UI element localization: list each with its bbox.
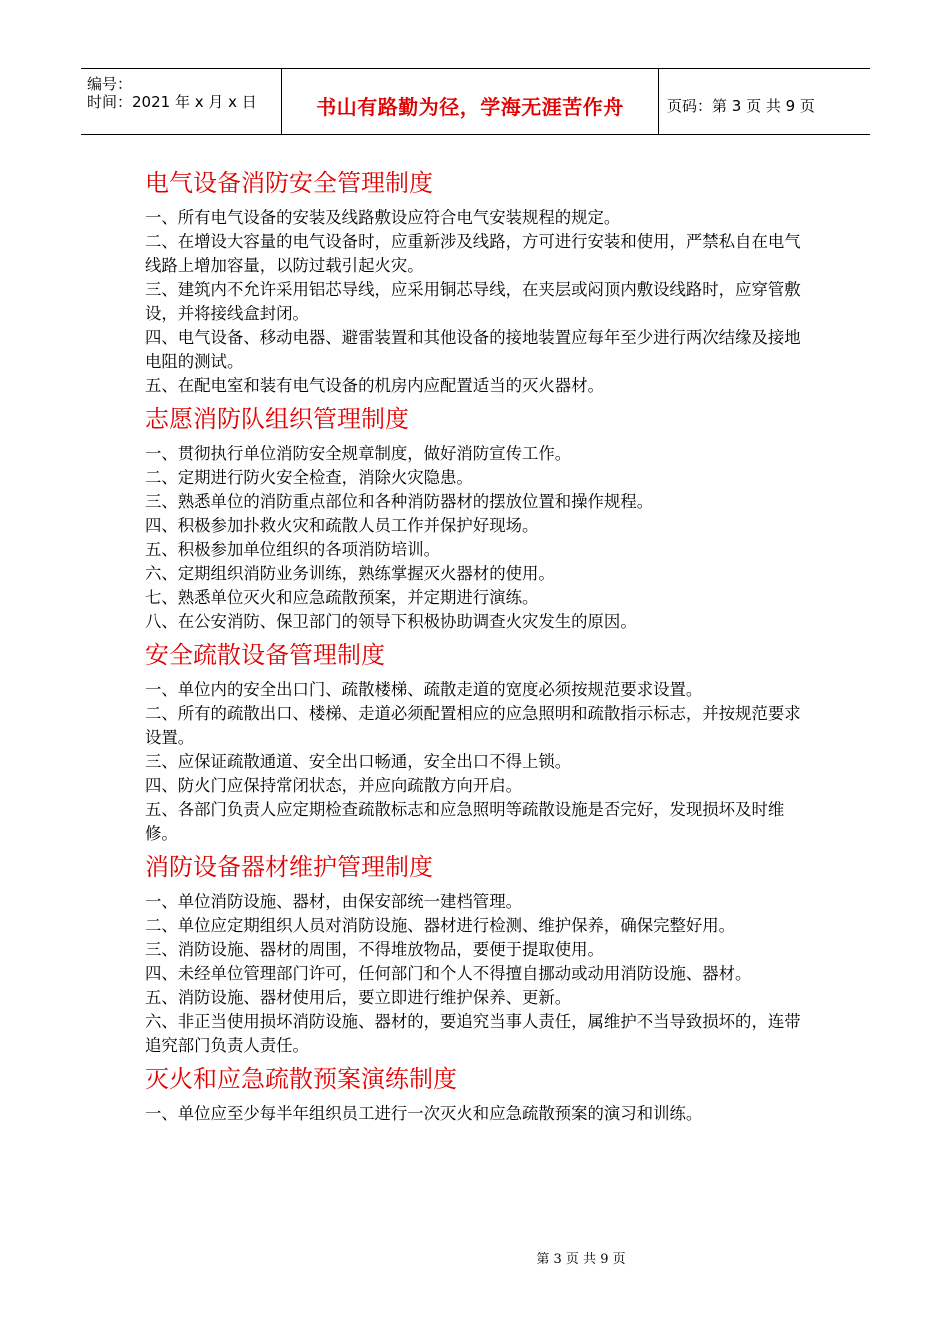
regulation-item: 二、单位应定期组织人员对消防设施、器材进行检测、维护保养，确保完整好用。 <box>145 916 736 935</box>
regulation-item: 四、电气设备、移动电器、避雷装置和其他设备的接地装置应每年至少进行两次结缘及接地电阻的测试。 <box>145 328 801 371</box>
regulation-item: 五、积极参加单位组织的各项消防培训。 <box>145 540 441 559</box>
regulation-item: 三、应保证疏散通道、安全出口畅通，安全出口不得上锁。 <box>145 752 572 771</box>
header-motto-cell <box>282 69 659 134</box>
section-title: 电气设备消防安全管理制度 <box>145 169 433 197</box>
regulation-item: 一、单位应至少每半年组织员工进行一次灭火和应急疏散预案的演习和训练。 <box>145 1104 703 1123</box>
regulation-item: 四、积极参加扑救火灾和疏散人员工作并保护好现场。 <box>145 516 539 535</box>
footer-page-number: 第 3 页 共 9 页 <box>536 1252 626 1267</box>
regulation-item: 四、防火门应保持常闭状态，并应向疏散方向开启。 <box>145 776 522 795</box>
regulation-item: 四、未经单位管理部门许可，任何部门和个人不得擅自挪动或动用消防设施、器材。 <box>145 964 752 983</box>
document-time: 时间：2021 年 x 月 x 日 <box>87 93 257 111</box>
regulation-item: 三、消防设施、器材的周围，不得堆放物品，要便于提取使用。 <box>145 940 604 959</box>
regulation-item: 二、定期进行防火安全检查，消除火灾隐患。 <box>145 468 473 487</box>
page-header <box>81 68 870 135</box>
regulation-item: 三、建筑内不允许采用铝芯导线，应采用铜芯导线，在夹层或闷顶内敷设线路时，应穿管敷设，并将接线盒封闭。 <box>145 280 801 323</box>
section <box>145 168 810 398</box>
document-body <box>145 168 810 1132</box>
section-title: 灭火和应急疏散预案演练制度 <box>145 1065 457 1093</box>
header-page-cell <box>659 69 870 134</box>
section <box>145 404 810 634</box>
header-page-number: 页码：第 3 页 共 9 页 <box>667 97 815 115</box>
section-title: 志愿消防队组织管理制度 <box>145 405 409 433</box>
regulation-item: 八、在公安消防、保卫部门的领导下积极协助调查火灾发生的原因。 <box>145 612 637 631</box>
regulation-item: 二、所有的疏散出口、楼梯、走道必须配置相应的应急照明和疏散指示标志，并按规范要求设置。 <box>145 704 801 747</box>
section-title: 消防设备器材维护管理制度 <box>145 853 433 881</box>
header-motto: 书山有路勤为径，学海无涯苦作舟 <box>316 95 624 119</box>
regulation-item: 一、所有电气设备的安装及线路敷设应符合电气安装规程的规定。 <box>145 208 621 227</box>
regulation-item: 一、单位内的安全出口门、疏散楼梯、疏散走道的宽度必须按规范要求设置。 <box>145 680 703 699</box>
section-title: 安全疏散设备管理制度 <box>145 641 385 669</box>
regulation-item: 二、在增设大容量的电气设备时，应重新涉及线路，方可进行安装和使用，严禁私自在电气线路上增加容量，以防过载引起火灾。 <box>145 232 801 275</box>
regulation-item: 五、消防设施、器材使用后，要立即进行维护保养、更新。 <box>145 988 572 1007</box>
section <box>145 640 810 846</box>
document-number: 编号： <box>87 75 133 93</box>
regulation-item: 七、熟悉单位灭火和应急疏散预案，并定期进行演练。 <box>145 588 539 607</box>
regulation-item: 六、定期组织消防业务训练，熟练掌握灭火器材的使用。 <box>145 564 555 583</box>
regulation-item: 六、非正当使用损坏消防设施、器材的，要追究当事人责任，属维护不当导致损坏的，连带追究部门负责人责任。 <box>145 1012 801 1055</box>
regulation-item: 一、单位消防设施、器材，由保安部统一建档管理。 <box>145 892 522 911</box>
page-footer <box>0 1248 950 1267</box>
section <box>145 852 810 1058</box>
regulation-item: 三、熟悉单位的消防重点部位和各种消防器材的摆放位置和操作规程。 <box>145 492 654 511</box>
section <box>145 1064 810 1126</box>
regulation-item: 五、在配电室和装有电气设备的机房内应配置适当的灭火器材。 <box>145 376 604 395</box>
regulation-item: 一、贯彻执行单位消防安全规章制度，做好消防宣传工作。 <box>145 444 572 463</box>
regulation-item: 五、各部门负责人应定期检查疏散标志和应急照明等疏散设施是否完好，发现损坏及时维修。 <box>145 800 785 843</box>
header-meta <box>81 69 282 134</box>
